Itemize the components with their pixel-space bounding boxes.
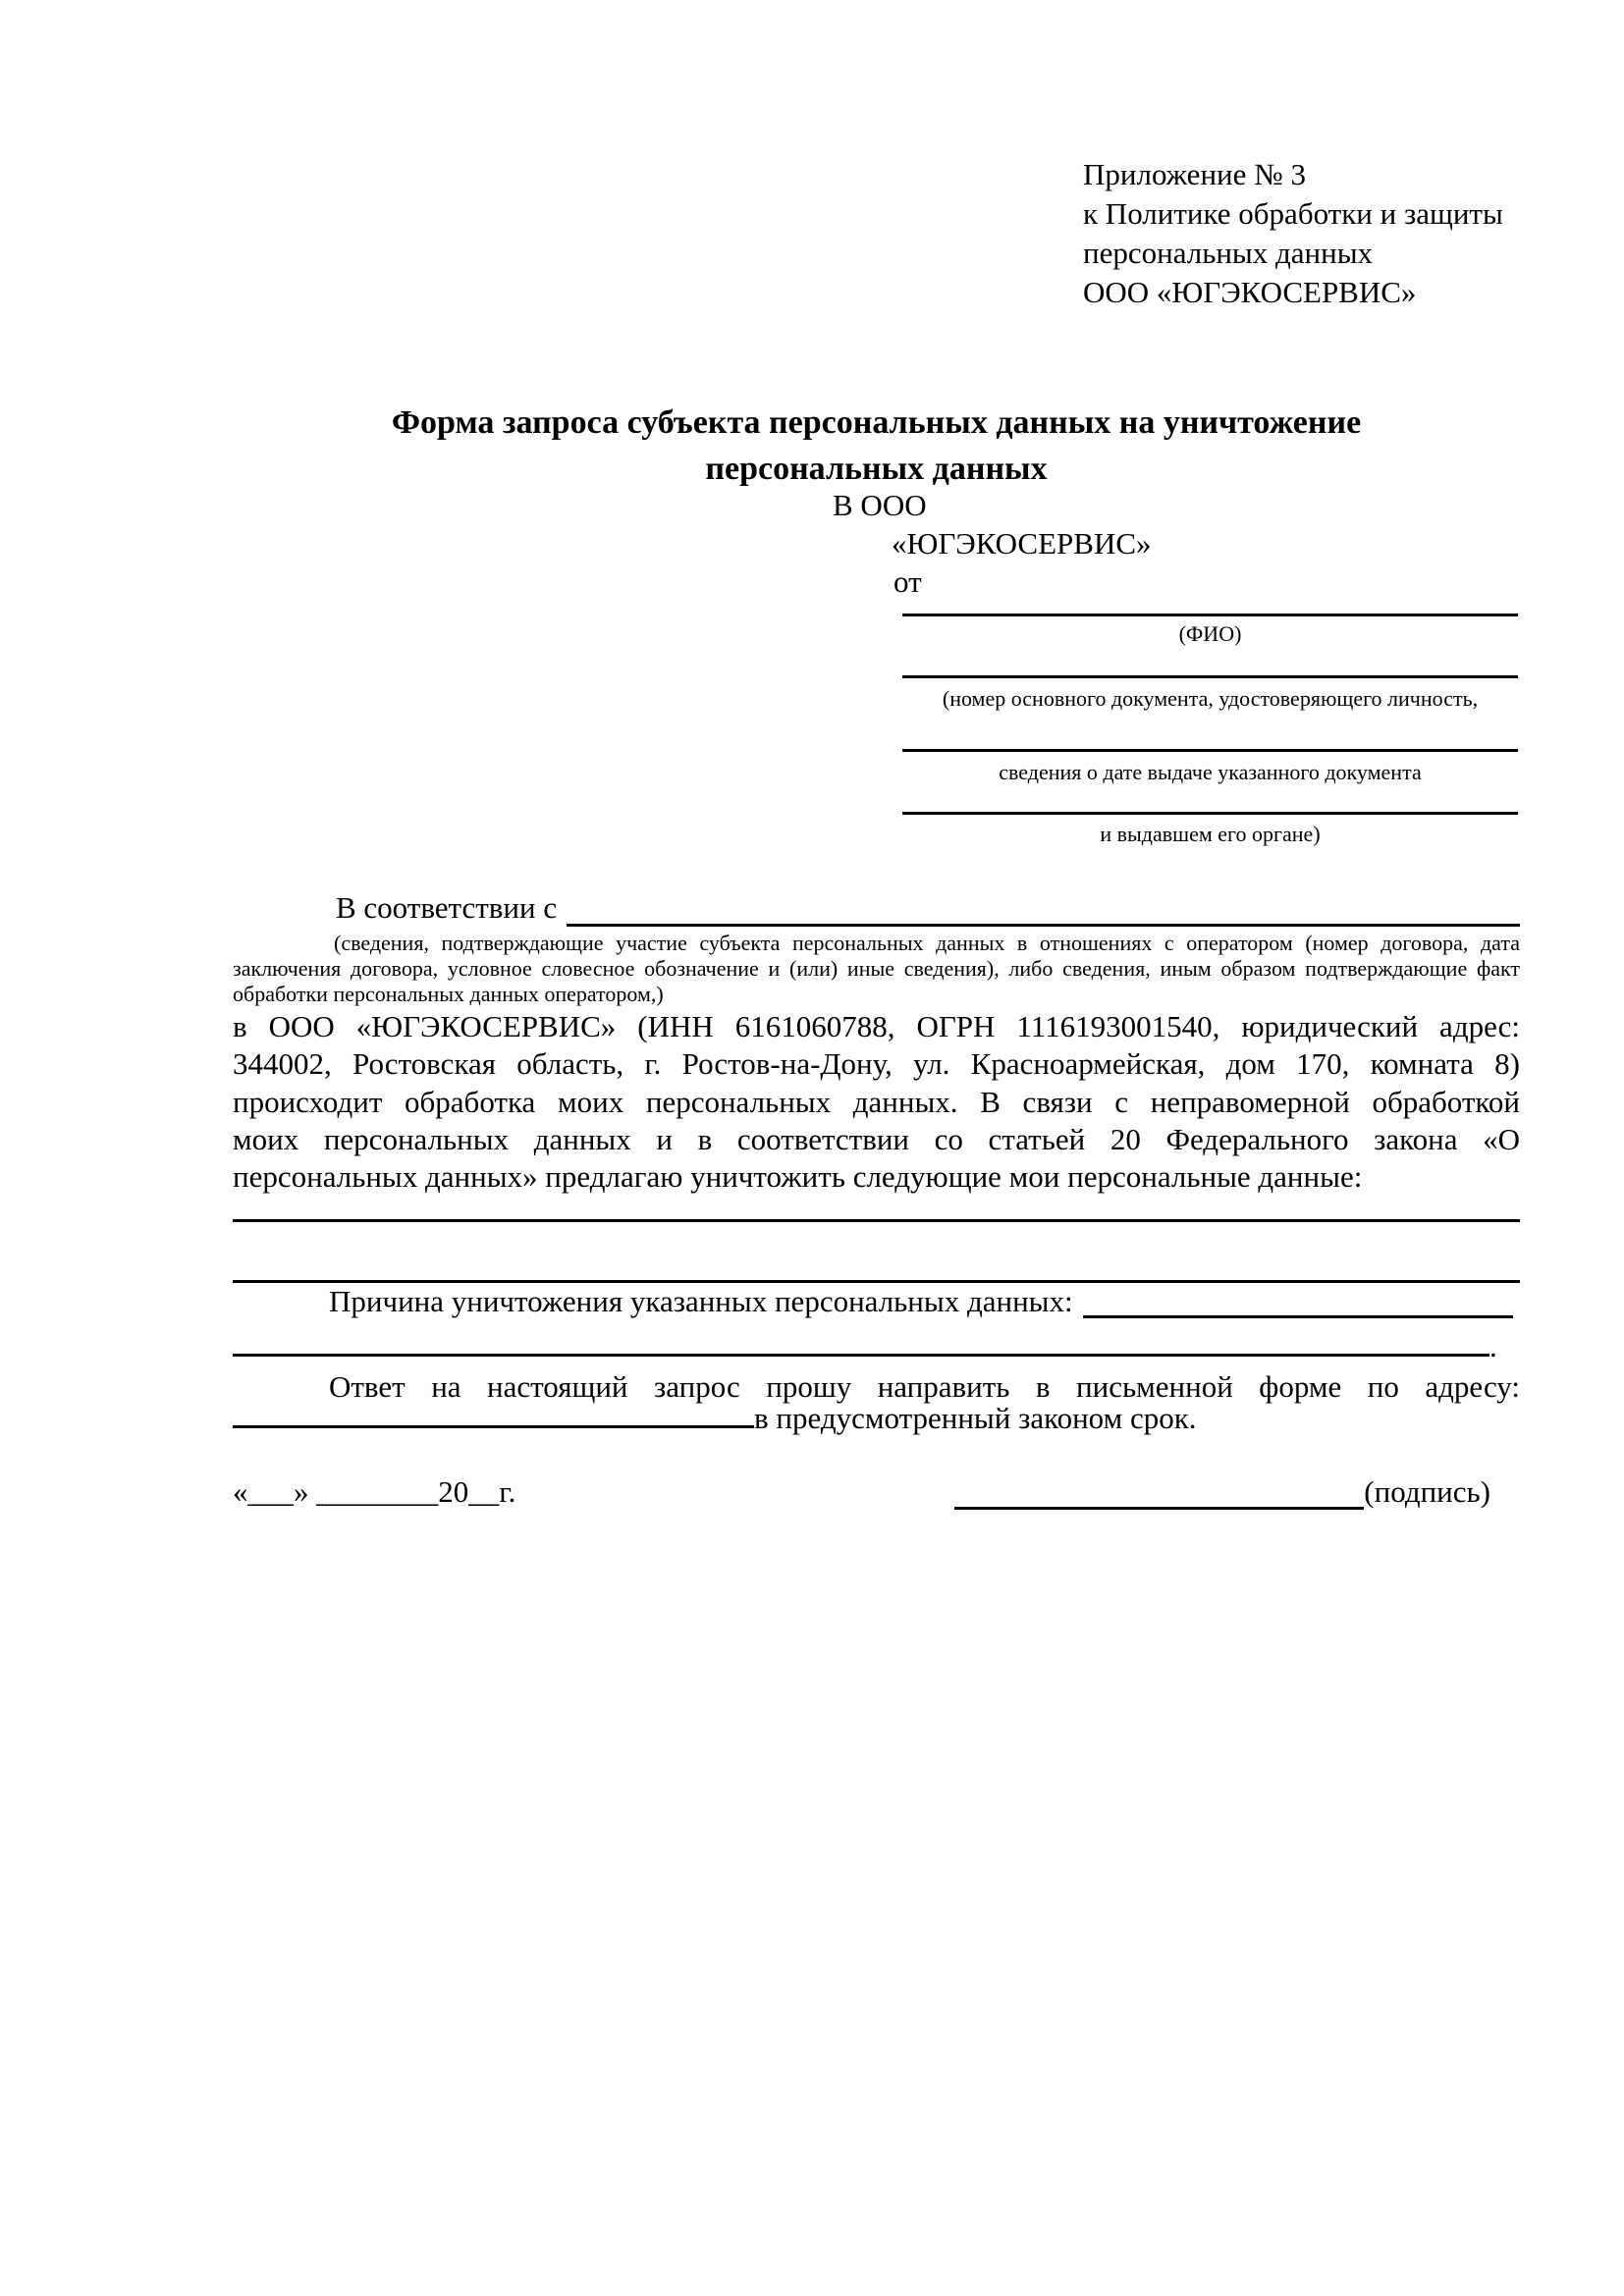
signature-label: (подпись) (1364, 1474, 1490, 1509)
body-paragraph-line: 344002, Ростовская область, г. Ростов-на-Дону, ул. Красноармейская, дом 170, комната 8) (233, 1046, 1520, 1082)
signature-part (954, 1473, 1490, 1510)
document-number-input-line[interactable] (902, 646, 1518, 678)
addressee-company-prefix: В ООО (833, 488, 927, 522)
fine-print-line: (сведения, подтверждающие участие субъекта персональных данных в отношениях с оператором (номер договора, дата (334, 931, 1520, 955)
annex-header-line: персональных данных (1083, 236, 1374, 270)
address-input-line[interactable] (233, 1396, 754, 1428)
issue-date-input-line[interactable] (902, 720, 1518, 752)
issuing-authority-label: и выдавшем его органе) (1100, 822, 1321, 846)
signature-input-line[interactable] (954, 1473, 1364, 1510)
accordance-prefix: В соответствии с (336, 890, 558, 925)
reason-continuation-input-line[interactable] (233, 1324, 1489, 1357)
accordance-input-line[interactable] (567, 889, 1520, 927)
fine-print-line: заключения договора, условное словесное обозначение и (или) иные сведения), либо сведения, иным образом подтверждающие факт (233, 956, 1520, 981)
reason-label: Причина уничтожения указанных персональных данных: (329, 1284, 1073, 1318)
issue-date-label: сведения о дате выдаче указанного документа (999, 760, 1422, 784)
reason-continuation-row (233, 1324, 1520, 1362)
body-paragraph-line: происходит обработка моих персональных данных. В связи с неправомерной обработкой (233, 1084, 1520, 1119)
response-request-line: Ответ на настоящий запрос прошу направить в письменной форме по адресу: (329, 1369, 1520, 1404)
body-paragraph-line: персональных данных» предлагаю уничтожить следующие мои персональные данные: (233, 1159, 1363, 1195)
annex-header-line: к Политике обработки и защиты (1083, 196, 1503, 231)
document-title-line: Форма запроса субъекта персональных данных на уничтожение (391, 404, 1362, 441)
document-title (233, 400, 1520, 492)
reason-input-line[interactable] (1083, 1285, 1513, 1318)
addressee-company-name: «ЮГЭКОСЕРВИС» (892, 526, 1152, 561)
accordance-row (233, 889, 1520, 927)
body-paragraph (233, 1008, 1520, 1196)
personal-data-input-line-1[interactable] (233, 1190, 1520, 1222)
fio-input-line[interactable] (902, 584, 1518, 616)
annex-header-line: Приложение № 3 (1083, 157, 1306, 191)
personal-data-input-line-2[interactable] (233, 1251, 1520, 1283)
document-number-label: (номер основного документа, удостоверяющего личность, (942, 686, 1479, 711)
reason-row (233, 1285, 1513, 1318)
date-signature-row (233, 1474, 1520, 1510)
addressee-from-label: от (893, 564, 922, 599)
body-paragraph-line: моих персональных данных и в соответствии со статьей 20 Федерального закона «О (233, 1121, 1520, 1156)
fine-print-note (233, 931, 1520, 1007)
fine-print-line: обработки персональных данных оператором,) (233, 982, 664, 1006)
issuing-authority-input-line[interactable] (902, 782, 1518, 815)
reason-period: . (1489, 1329, 1497, 1363)
annex-header (1083, 155, 1503, 312)
annex-header-line: ООО «ЮГЭКОСЕРВИС» (1083, 275, 1417, 309)
fio-label: (ФИО) (1178, 621, 1242, 646)
response-suffix: в предусмотренный законом срок. (754, 1401, 1197, 1435)
body-paragraph-line: в ООО «ЮГЭКОСЕРВИС» (ИНН 6161060788, ОГРН 1116193001540, юридический адрес: (233, 1009, 1520, 1043)
response-address-row (233, 1396, 1520, 1434)
document-title-line: персональных данных (705, 451, 1048, 487)
date-template[interactable]: «___» ________20__г. (233, 1474, 516, 1509)
